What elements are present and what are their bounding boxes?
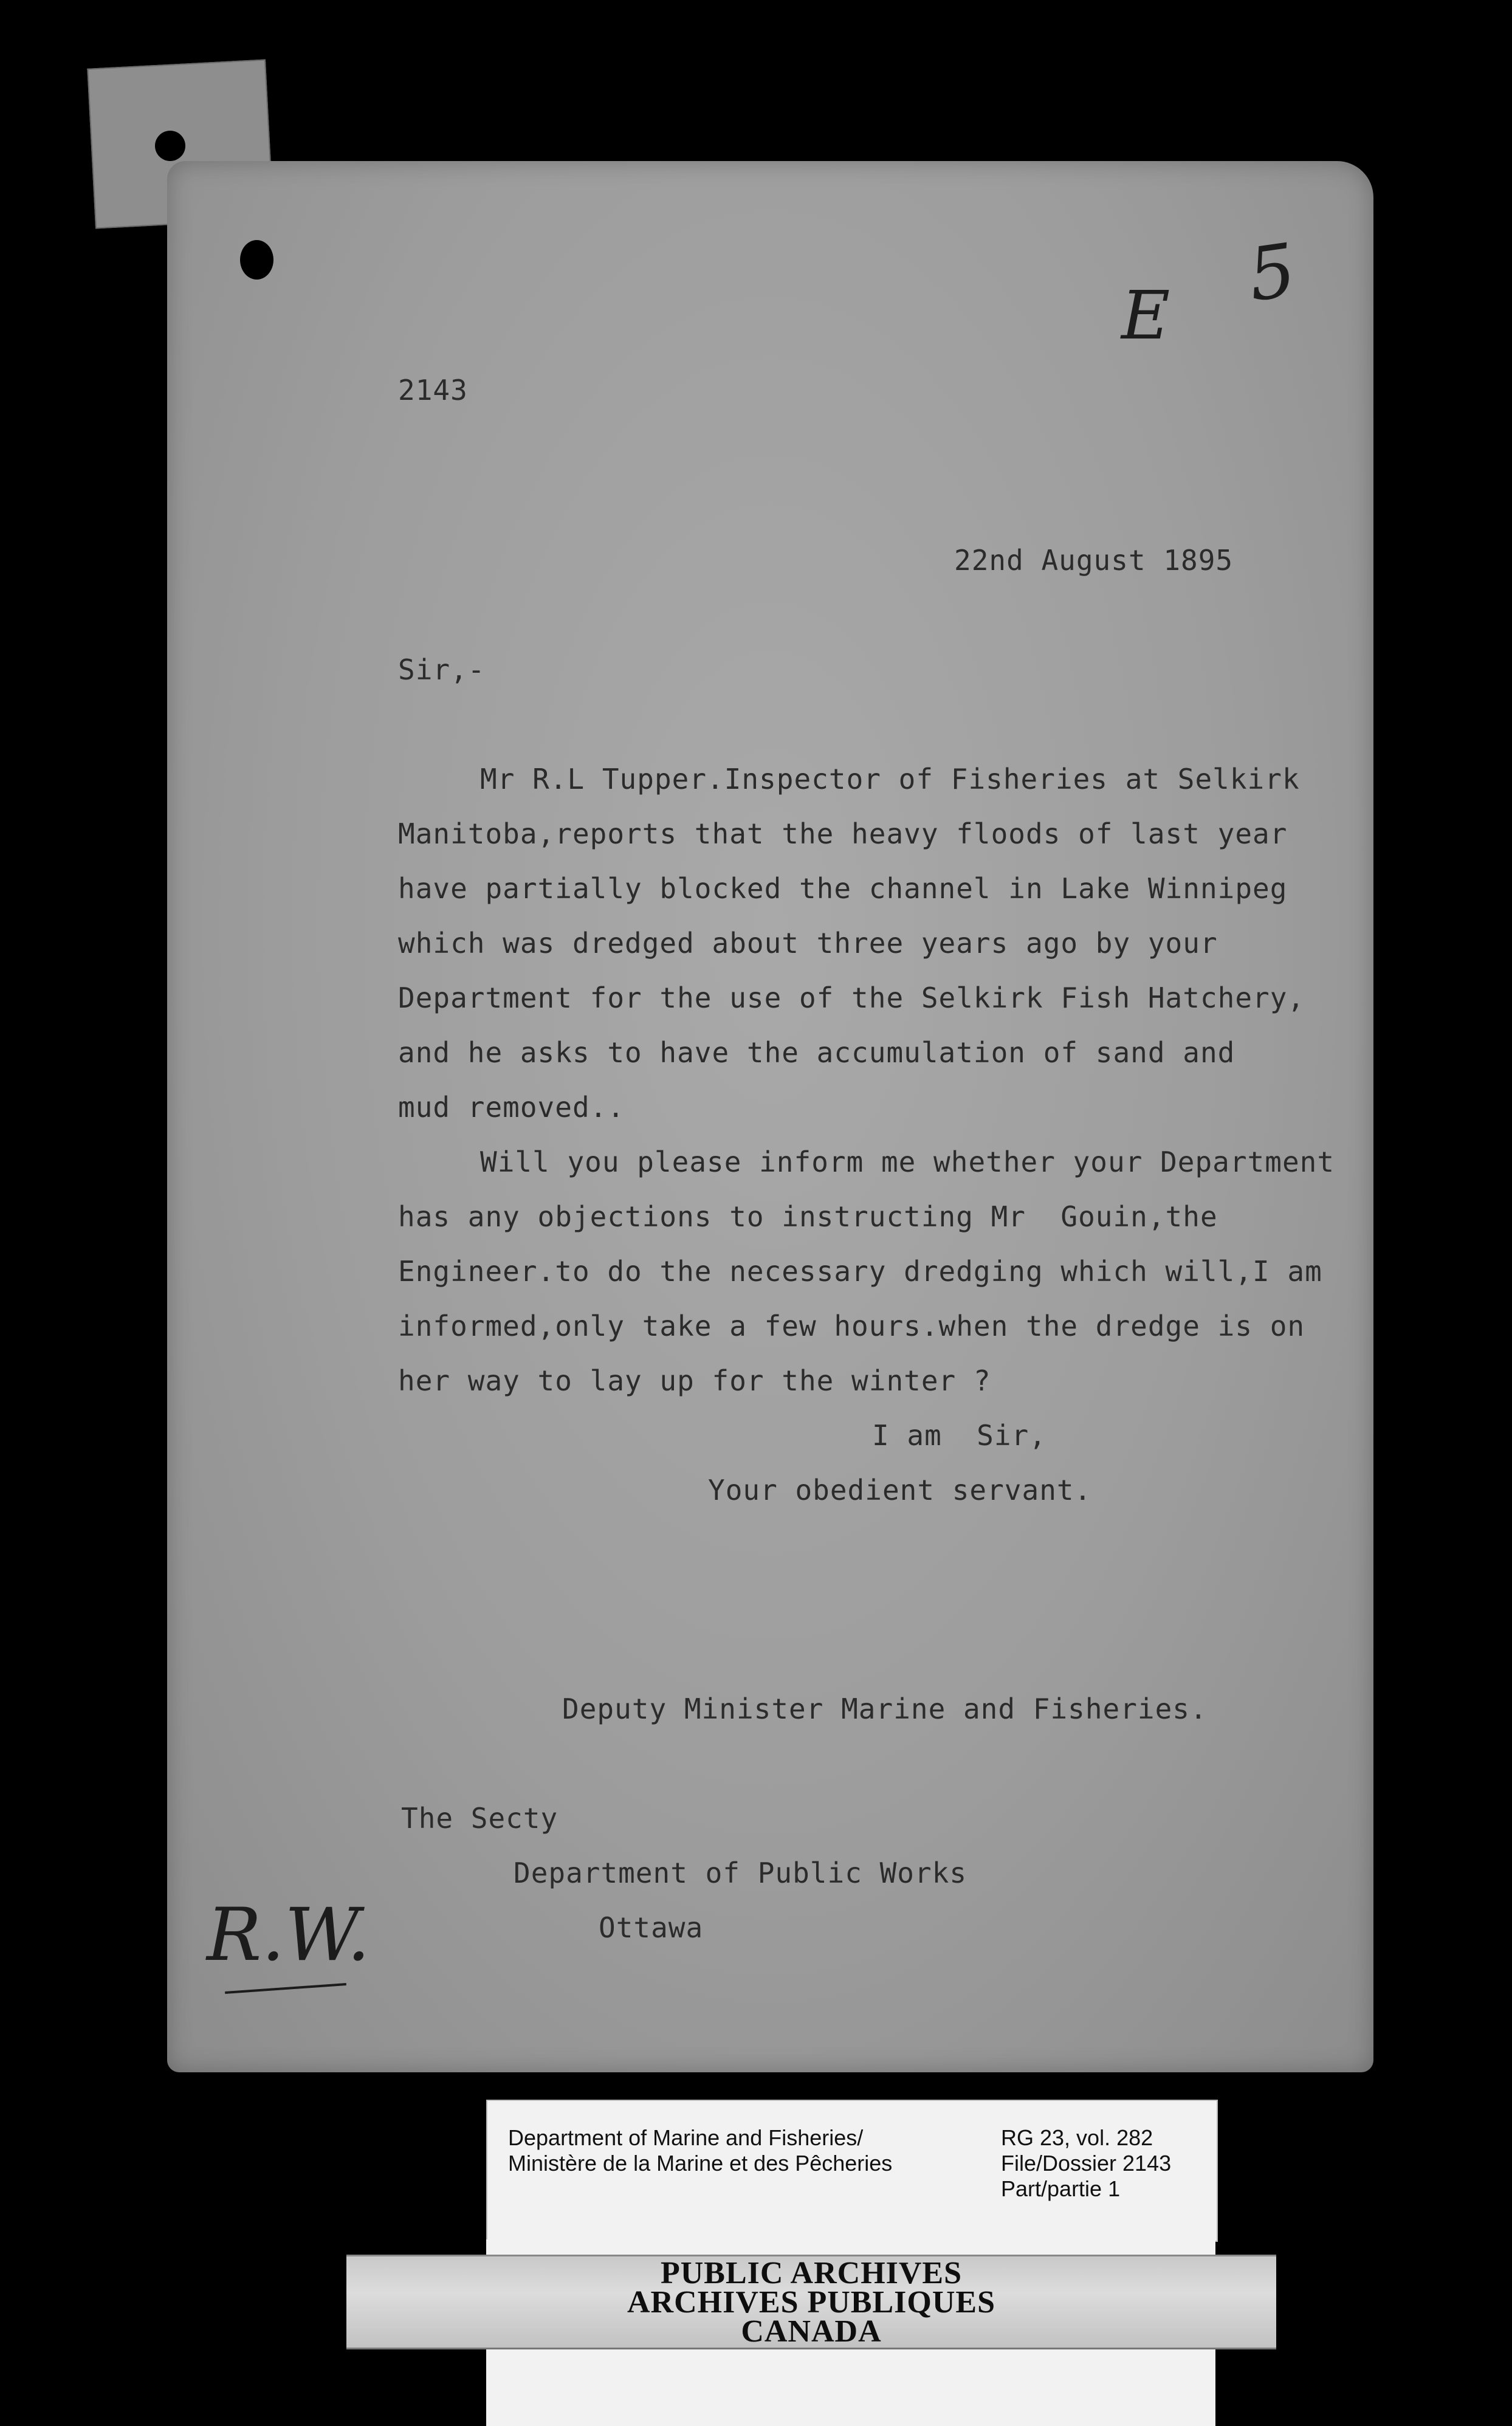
- letter-page: [167, 161, 1373, 2072]
- file-number: 2143: [398, 374, 468, 407]
- punch-hole: [155, 131, 185, 161]
- label-record-group: RG 23, vol. 282: [1001, 2125, 1153, 2150]
- paragraph-line: Engineer.to do the necessary dredging which will,I am: [398, 1255, 1322, 1288]
- paragraph-line: informed,only take a few hours.when the dredge is on: [398, 1310, 1305, 1342]
- punch-hole: [240, 240, 273, 280]
- archives-line-fr: ARCHIVES PUBLIQUES: [627, 2285, 996, 2320]
- archives-stamp: [346, 2255, 1276, 2349]
- label-department-fr: Ministère de la Marine et des Pêcheries: [508, 2151, 893, 2176]
- handwritten-initials: R.W.: [207, 1893, 371, 1978]
- paragraph-line: has any objections to instructing Mr Gouin,the: [398, 1200, 1218, 1233]
- paragraph-line: Mr R.L Tupper.Inspector of Fisheries at Selkirk: [480, 763, 1300, 795]
- closing-line: I am Sir,: [872, 1419, 1046, 1452]
- paragraph-line: Department for the use of the Selkirk Fish Hatchery,: [398, 981, 1305, 1014]
- paragraph-line: mud removed..: [398, 1091, 625, 1124]
- recipient-line: Ottawa: [599, 1911, 704, 1944]
- salutation: Sir,-: [398, 653, 486, 686]
- signature-title: Deputy Minister Marine and Fisheries.: [562, 1692, 1208, 1725]
- paragraph-line: her way to lay up for the winter ?: [398, 1364, 991, 1397]
- archive-label: [486, 2100, 1218, 2242]
- label-department-en: Department of Marine and Fisheries/: [508, 2125, 864, 2150]
- paragraph-line: have partially blocked the channel in Lake Winnipeg: [398, 872, 1288, 905]
- recipient-line: Department of Public Works: [514, 1857, 967, 1889]
- recipient-line: The Secty: [401, 1802, 558, 1835]
- paragraph-line: and he asks to have the accumulation of sand and: [398, 1036, 1235, 1069]
- corner-mark: E: [1121, 277, 1170, 354]
- label-file: File/Dossier 2143: [1001, 2151, 1172, 2176]
- closing-line: Your obedient servant.: [708, 1474, 1092, 1507]
- archives-line-country: CANADA: [741, 2314, 882, 2349]
- archives-line-en: PUBLIC ARCHIVES: [660, 2256, 963, 2290]
- paragraph-line: Will you please inform me whether your Department: [480, 1146, 1335, 1178]
- letter-date: 22nd August 1895: [954, 544, 1234, 577]
- label-part: Part/partie 1: [1001, 2176, 1121, 2201]
- page-number: 5: [1243, 228, 1301, 318]
- paragraph-line: which was dredged about three years ago by your: [398, 927, 1218, 960]
- paragraph-line: Manitoba,reports that the heavy floods of last year: [398, 817, 1288, 850]
